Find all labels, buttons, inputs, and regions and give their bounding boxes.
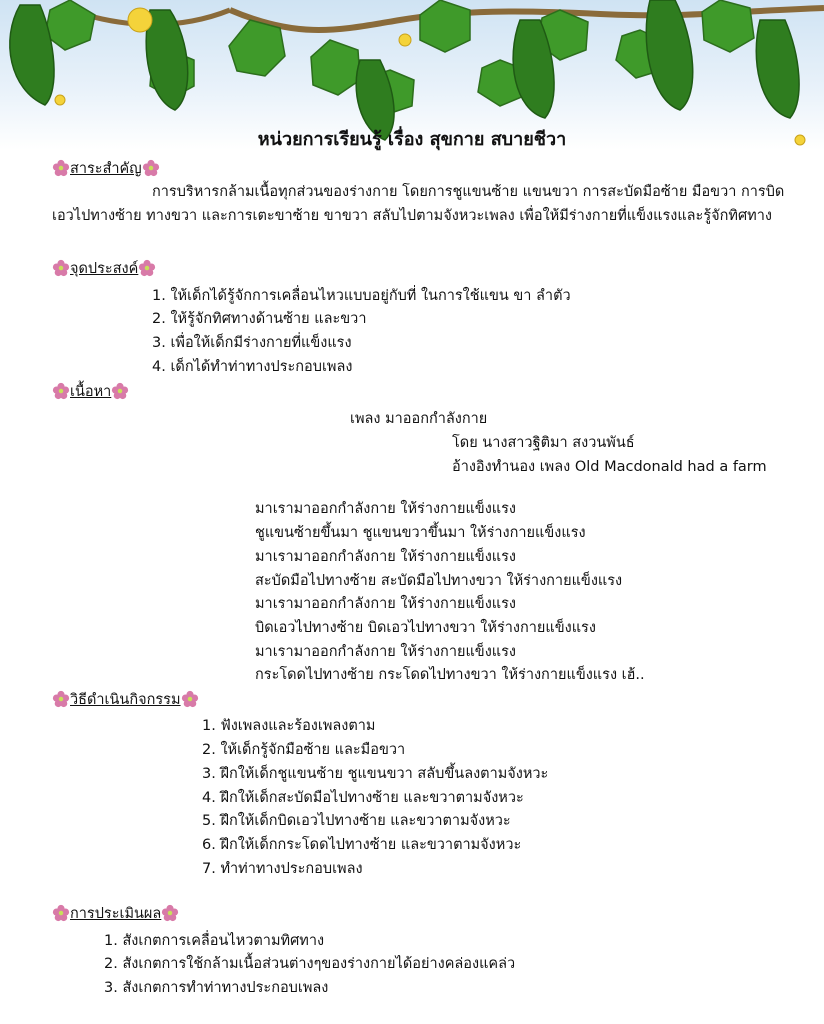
lyric-line: ชูแขนซ้ายขึ้นมา ชูแขนขวาขึ้นมา ให้ร่างกายแข็งแรง [255, 525, 586, 541]
page-title: หน่วยการเรียนรู้ เรื่อง สุขกาย สบายชีวา [257, 129, 567, 150]
flower-icon [138, 259, 156, 277]
flower-icon [52, 690, 70, 708]
lyric-line: สะบัดมือไปทางซ้าย สะบัดมือไปทางขวา ให้ร่างกายแข็งแรง [255, 573, 623, 589]
section-heading-label: จุดประสงค์ [70, 261, 139, 277]
list-item: 4. เด็กได้ทำท่าทางประกอบเพลง [152, 359, 353, 375]
list-item: 3. สังเกตการทำท่าทางประกอบเพลง [104, 980, 329, 996]
song-title: เพลง มาออกกำลังกาย [350, 411, 488, 427]
lyric-line: บิดเอวไปทางซ้าย บิดเอวไปทางขวา ให้ร่างกายแข็งแรง [255, 620, 596, 636]
lyric-line: มาเรามาออกกำลังกาย ให้ร่างกายแข็งแรง [255, 644, 517, 660]
flower-icon [161, 904, 179, 922]
lyric-line: กระโดดไปทางซ้าย กระโดดไปทางขวา ให้ร่างกายแข็งแรง เฮ้.. [255, 667, 645, 683]
list-item: 3. ฝึกให้เด็กชูแขนซ้าย ชูแขนขวา สลับขึ้นลงตามจังหวะ [202, 766, 549, 782]
section-heading-label: วิธีดำเนินกิจกรรม [70, 692, 181, 708]
section-heading-label: เนื้อหา [70, 384, 112, 400]
list-item: 1. สังเกตการเคลื่อนไหวตามทิศทาง [104, 933, 325, 949]
section-heading-activities [52, 688, 199, 711]
list-item: 2. ให้เด็กรู้จักมือซ้าย และมือขวา [202, 742, 406, 758]
list-item: 4. ฝึกให้เด็กสะบัดมือไปทางซ้าย และขวาตามจังหวะ [202, 790, 524, 806]
flower-icon [52, 259, 70, 277]
flower-icon [181, 690, 199, 708]
lyric-line: มาเรามาออกกำลังกาย ให้ร่างกายแข็งแรง [255, 501, 517, 517]
section-heading-label: การประเมินผล [70, 906, 162, 922]
flower-icon [142, 159, 160, 177]
list-item: 3. เพื่อให้เด็กมีร่างกายที่แข็งแรง [152, 335, 352, 351]
flower-icon [52, 382, 70, 400]
section-heading-evaluation [52, 902, 179, 925]
section-heading-essence [52, 157, 160, 180]
essence-text: การบริหารกล้ามเนื้อทุกส่วนของร่างกาย โดยการชูแขนซ้าย แขนขวา การสะบัดมือซ้าย มือขวา การบิดเอวไปทางซ้าย ทางขวา และการเตะขาซ้าย ขาขวา สลับไปตามจังหวะเพลง เพื่อให้มีร่างกายที่แข็งแรงและรู้จักทิศทาง [52, 184, 785, 224]
section-heading-objectives [52, 257, 156, 280]
list-item: 2. สังเกตการใช้กล้ามเนื้อส่วนต่างๆของร่างกายได้อย่างคล่องแคล่ว [104, 956, 516, 972]
list-item: 7. ทำท่าทางประกอบเพลง [202, 861, 363, 877]
essence-paragraph [52, 180, 792, 228]
lyric-line: มาเรามาออกกำลังกาย ให้ร่างกายแข็งแรง [255, 596, 517, 612]
flower-icon [52, 159, 70, 177]
section-heading-content [52, 380, 129, 403]
list-item: 2. ให้รู้จักทิศทางด้านซ้าย และขวา [152, 311, 367, 327]
flower-icon [52, 904, 70, 922]
flower-icon [111, 382, 129, 400]
list-item: 6. ฝึกให้เด็กกระโดดไปทางซ้าย และขวาตามจังหวะ [202, 837, 522, 853]
list-item: 5. ฝึกให้เด็กบิดเอวไปทางซ้าย และขวาตามจังหวะ [202, 813, 511, 829]
song-author: โดย นางสาวฐิติมา สงวนพันธ์ [452, 435, 635, 451]
song-reference: อ้างอิงทำนอง เพลง Old Macdonald had a farm [452, 459, 767, 475]
list-item: 1. ให้เด็กได้รู้จักการเคลื่อนไหวแบบอยู่กับที่ ในการใช้แขน ขา ลำตัว [152, 288, 571, 304]
section-heading-label: สาระสำคัญ [70, 161, 142, 177]
lyric-line: มาเรามาออกกำลังกาย ให้ร่างกายแข็งแรง [255, 549, 517, 565]
list-item: 1. ฟังเพลงและร้องเพลงตาม [202, 718, 376, 734]
